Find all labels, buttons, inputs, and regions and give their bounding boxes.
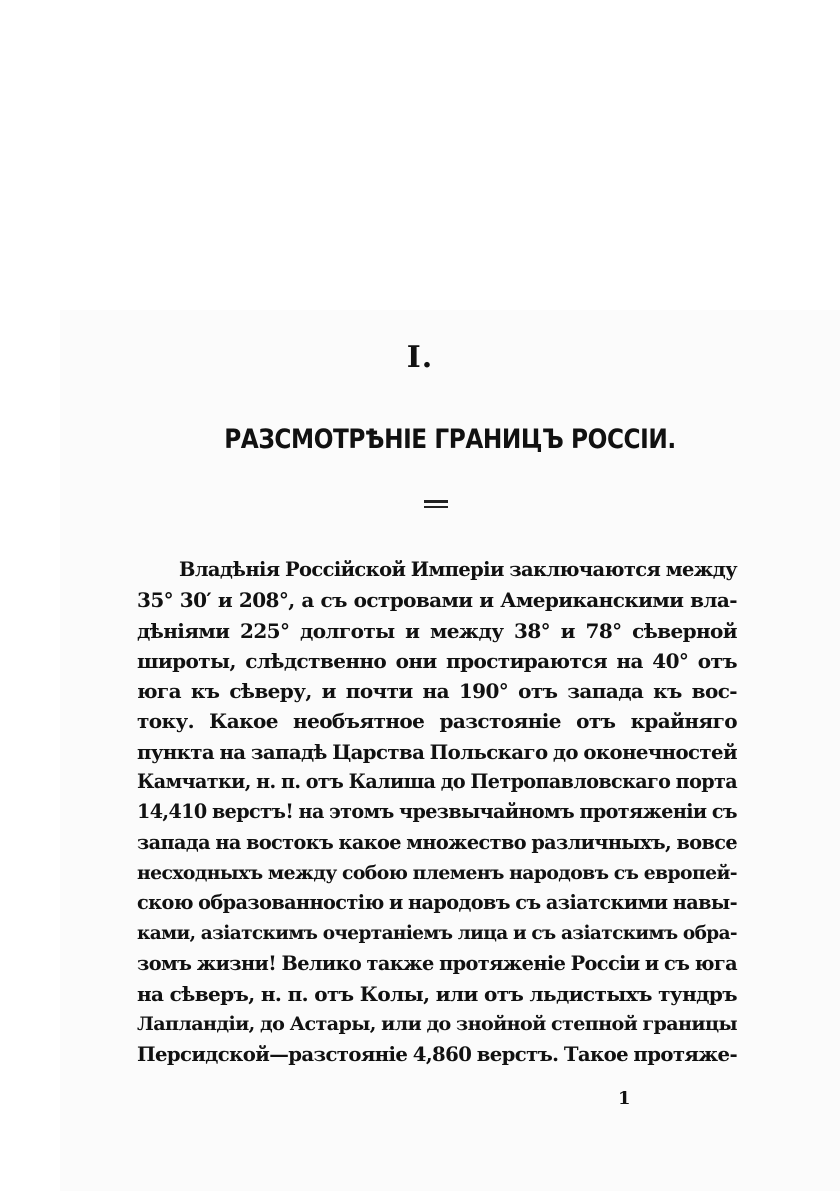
text-line: ками, азіатскимъ очертаніемъ лица и съ азіатскимъ обра-: [137, 922, 737, 944]
text-line: несходныхъ между собою племенъ народовъ съ европей-: [137, 861, 737, 884]
text-line: 14,410 верстъ! на этомъ чрезвычайномъ протяженіи съ: [137, 800, 737, 824]
text-line: запада на востокъ какое множество различныхъ, вовсе: [137, 830, 737, 854]
text-line: току. Какое необъятное разстояніе отъ крайняго: [137, 709, 737, 734]
chapter-number: I.: [406, 340, 434, 375]
title-divider-bottom: [424, 506, 448, 508]
text-line: Персидской—разстояніе 4,860 верстъ. Такое протяже-: [137, 1042, 737, 1066]
text-line: Владѣнія Россійской Имперіи заключаются между: [179, 558, 737, 581]
text-line: Камчатки, н. п. отъ Калиша до Петропавловскаго порта: [137, 770, 737, 794]
text-line: скою образованностію и народовъ съ азіатскими навы-: [137, 891, 737, 915]
text-line: дѣніями 225° долготы и между 38° и 78° сѣверной: [137, 618, 737, 643]
text-line: 35° 30′ и 208°, а съ островами и Американскими вла-: [137, 588, 737, 613]
title-divider-top: [424, 500, 448, 503]
text-line: зомъ жизни! Велико также протяженіе Россіи и съ юга: [137, 951, 737, 975]
text-line: широты, слѣдственно они простираются на 40° отъ: [137, 648, 737, 673]
signature-mark: 1: [618, 1088, 631, 1109]
text-line: юга къ сѣверу, и почти на 190° отъ запада къ вос-: [137, 679, 737, 704]
text-line: на сѣверъ, н. п. отъ Колы, или отъ льдистыхъ тундръ: [137, 982, 737, 1007]
chapter-title: РАЗСМОТРѢНІЕ ГРАНИЦЪ РОССІИ.: [224, 424, 676, 455]
text-line: пункта на западѣ Царства Польскаго до оконечностей: [137, 739, 737, 764]
text-line: Лапландіи, до Астары, или до знойной степной границы: [137, 1013, 737, 1036]
body-paragraph: [137, 555, 737, 1070]
